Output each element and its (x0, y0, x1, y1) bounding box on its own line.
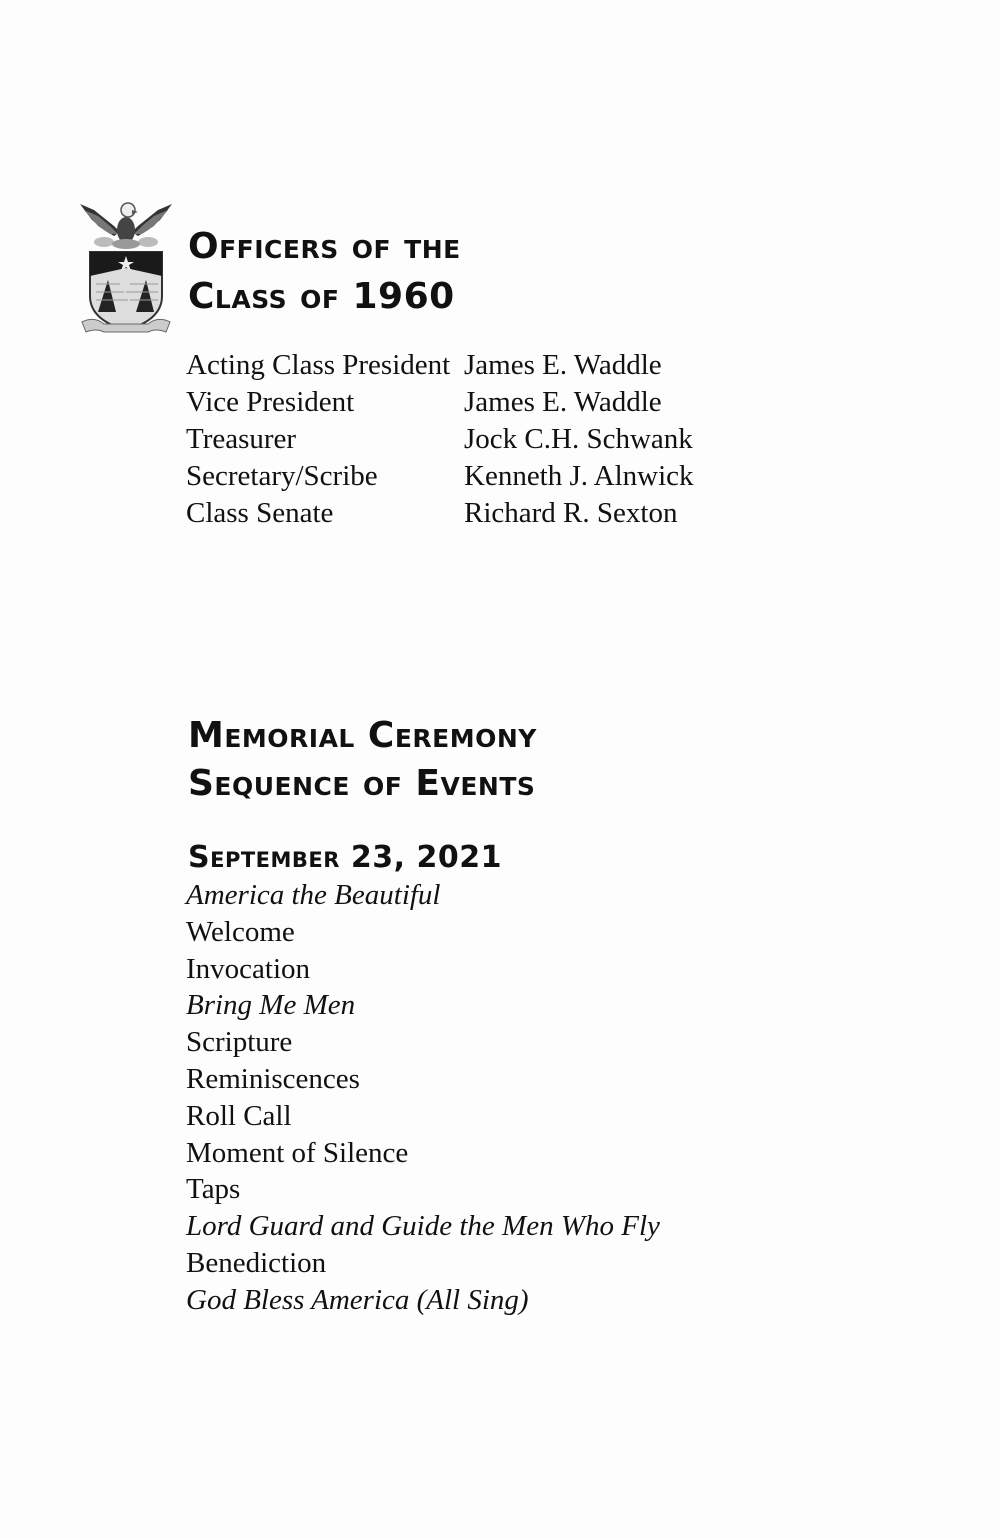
event-item: Bring Me Men (186, 989, 356, 1022)
events-list (186, 877, 660, 1319)
event-item: America the Beautiful (186, 879, 441, 911)
officer-name: Jock C.H. Schwank (464, 423, 693, 455)
officers-heading-line2: Class of 1960 (188, 276, 455, 317)
event-item: Moment of Silence (186, 1136, 409, 1169)
officer-role: Class Senate (186, 497, 334, 529)
event-item: God Bless America (All Sing) (186, 1283, 529, 1316)
officer-name: Kenneth J. Alnwick (464, 460, 694, 492)
officer-row (186, 495, 694, 532)
academy-crest-icon (74, 196, 178, 336)
officers-heading-line1: Officers of the (188, 226, 461, 267)
event-item: Invocation (186, 952, 311, 985)
officer-role: Treasurer (186, 423, 297, 455)
event-item: Scripture (186, 1026, 293, 1059)
event-item: Lord Guard and Guide the Men Who Fly (186, 1210, 660, 1243)
officers-heading (188, 222, 788, 322)
officer-name: James E. Waddle (464, 349, 662, 381)
event-item: Taps (186, 1173, 241, 1206)
ceremony-heading (188, 712, 788, 808)
officer-role: Vice President (186, 386, 355, 418)
officer-role: Secretary/Scribe (186, 460, 378, 492)
officers-table (186, 347, 694, 532)
event-item: Benediction (186, 1246, 327, 1279)
ceremony-heading-line2: Sequence of Events (188, 763, 536, 804)
ceremony-heading-line1: Memorial Ceremony (188, 715, 537, 756)
event-item: Welcome (186, 915, 295, 948)
officer-role: Acting Class President (186, 349, 451, 381)
officer-name: Richard R. Sexton (464, 497, 678, 529)
event-item: Roll Call (186, 1099, 292, 1132)
event-item: Reminiscences (186, 1062, 360, 1095)
officer-row (186, 384, 694, 421)
officer-row (186, 458, 694, 495)
officer-name: James E. Waddle (464, 386, 662, 418)
officer-row (186, 347, 694, 384)
ceremony-date: September 23, 2021 (188, 840, 502, 875)
officer-row (186, 421, 694, 458)
